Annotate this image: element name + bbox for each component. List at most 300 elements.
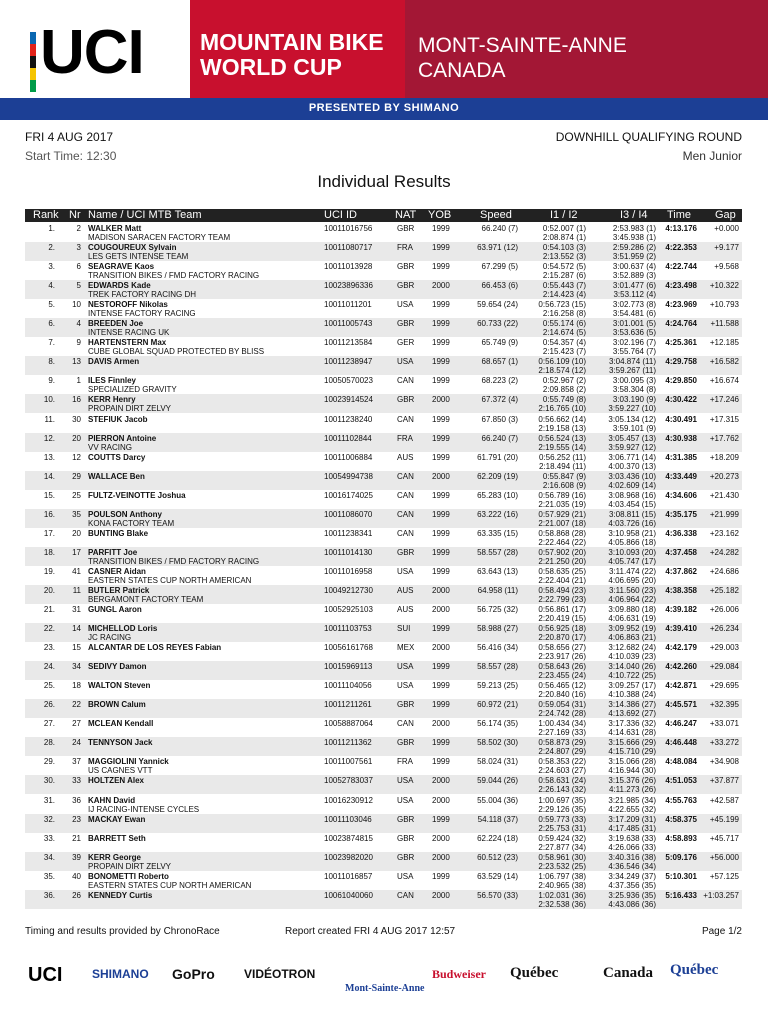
table-row bbox=[25, 566, 742, 585]
gap-cell: +9.177 bbox=[714, 243, 739, 253]
uci-id-cell: 10011238947 bbox=[324, 357, 373, 367]
yob-cell: 1999 bbox=[432, 452, 450, 462]
uci-id-cell: 10011211362 bbox=[324, 738, 372, 748]
time-cell: 4:30.938 bbox=[665, 433, 697, 443]
table-row bbox=[25, 280, 742, 299]
rank-cell: 20. bbox=[43, 585, 55, 595]
rank-cell: 6. bbox=[48, 319, 55, 329]
speed-cell: 68.223 (2) bbox=[481, 376, 518, 386]
yob-cell: 1999 bbox=[432, 757, 450, 767]
i3-cell: 3:40.316 (38) bbox=[608, 852, 656, 862]
time-cell: 4:29.850 bbox=[665, 376, 697, 386]
rank-cell: 19. bbox=[43, 566, 55, 576]
presented-by: PRESENTED BY SHIMANO bbox=[308, 102, 460, 114]
i4-cell: 3:54.481 (6) bbox=[612, 309, 656, 319]
speed-cell: 58.502 (30) bbox=[477, 738, 518, 748]
yob-cell: 1999 bbox=[432, 528, 450, 538]
i4-cell: 4:10.388 (24) bbox=[608, 690, 656, 700]
team-name: MADISON SARACEN FACTORY TEAM bbox=[88, 233, 231, 242]
uci-id-cell: 10011103753 bbox=[324, 624, 372, 634]
nr-cell: 33 bbox=[72, 776, 81, 786]
i4-cell: 3:53.112 (4) bbox=[613, 290, 656, 300]
table-row bbox=[25, 585, 742, 604]
time-cell: 4:29.758 bbox=[665, 357, 697, 367]
uci-id-cell: 10023896336 bbox=[324, 281, 373, 291]
table-row bbox=[25, 242, 742, 261]
nat-cell: USA bbox=[397, 681, 414, 691]
i1-cell: 0:58.868 (28) bbox=[538, 528, 586, 538]
i3-cell: 3:05.457 (13) bbox=[608, 433, 656, 443]
speed-cell: 63.643 (13) bbox=[477, 566, 518, 576]
table-row bbox=[25, 490, 742, 509]
rider-name: PARFITT Joe bbox=[88, 547, 138, 557]
rider-name: KERR Henry bbox=[88, 395, 136, 405]
rank-cell: 17. bbox=[43, 528, 55, 538]
uci-id-cell: 10052925103 bbox=[324, 605, 373, 614]
yob-cell: 2000 bbox=[432, 890, 450, 900]
uci-id-cell: 10011238341 bbox=[324, 528, 373, 538]
nat-cell: AUS bbox=[397, 605, 414, 614]
i3-cell: 3:00.095 (3) bbox=[612, 376, 656, 386]
i3-cell: 3:09.952 (19) bbox=[608, 624, 656, 634]
i1-cell: 0:55.443 (7) bbox=[542, 281, 586, 291]
uci-id-cell: 10049212730 bbox=[324, 585, 373, 595]
sponsor-logo: GoPro bbox=[172, 966, 215, 982]
team-name: INTENSE RACING UK bbox=[88, 328, 170, 338]
team-name: EASTERN STATES CUP NORTH AMERICAN bbox=[88, 575, 252, 585]
rider-name: WALKER Matt bbox=[88, 224, 142, 233]
uci-id-cell: 10016230912 bbox=[324, 795, 373, 805]
uci-id-cell: 10052783037 bbox=[324, 776, 373, 786]
rainbow-stripe-red bbox=[30, 44, 36, 56]
i4-cell: 3:59.101 (9) bbox=[612, 423, 656, 433]
speed-cell: 58.557 (28) bbox=[477, 547, 518, 557]
nat-cell: CAN bbox=[397, 890, 414, 900]
speed-cell: 62.224 (18) bbox=[477, 833, 518, 843]
gap-cell: +33.071 bbox=[709, 719, 739, 729]
speed-cell: 67.372 (4) bbox=[481, 395, 518, 405]
i3-cell: 3:02.196 (7) bbox=[612, 338, 656, 348]
uci-logo-area bbox=[0, 0, 190, 98]
i2-cell: 2:19.158 (13) bbox=[538, 423, 586, 433]
time-cell: 4:13.176 bbox=[665, 224, 697, 233]
nat-cell: USA bbox=[397, 300, 414, 310]
gap-cell: +9.568 bbox=[714, 262, 739, 272]
nr-cell: 29 bbox=[72, 471, 81, 481]
nat-cell: CAN bbox=[397, 376, 414, 386]
rank-cell: 36. bbox=[43, 890, 55, 900]
uci-id-cell: 10011080717 bbox=[324, 243, 373, 253]
gap-cell: +42.587 bbox=[709, 795, 739, 805]
rider-name: WALLACE Ben bbox=[88, 471, 145, 481]
i4-cell: 4:06.695 (20) bbox=[608, 575, 656, 585]
i1-cell: 0:56.861 (17) bbox=[538, 605, 586, 614]
gap-cell: +56.000 bbox=[709, 852, 739, 862]
uci-id-cell: 10011007561 bbox=[324, 757, 373, 767]
i3-cell: 3:11.474 (22) bbox=[609, 566, 656, 576]
nat-cell: GBR bbox=[397, 547, 415, 557]
yob-cell: 1999 bbox=[432, 681, 450, 691]
report-created: Report created FRI 4 AUG 2017 12:57 bbox=[285, 926, 456, 937]
table-row bbox=[25, 604, 742, 623]
nat-cell: USA bbox=[397, 662, 414, 672]
rank-cell: 11. bbox=[44, 414, 55, 424]
i2-cell: 2:20.419 (15) bbox=[538, 614, 586, 623]
uci-id-cell: 10011016857 bbox=[324, 871, 373, 881]
nat-cell: GER bbox=[397, 338, 415, 348]
time-cell: 4:23.498 bbox=[665, 281, 697, 291]
gap-cell: +45.199 bbox=[709, 814, 739, 824]
i3-cell: 3:12.682 (24) bbox=[608, 643, 656, 653]
nat-cell: GBR bbox=[397, 833, 415, 843]
uci-id-cell: 10011005743 bbox=[324, 319, 373, 329]
i1-cell: 0:56.723 (15) bbox=[538, 300, 586, 310]
i1-cell: 1:00.434 (34) bbox=[538, 719, 586, 729]
speed-cell: 56.416 (34) bbox=[477, 643, 518, 653]
table-row bbox=[25, 642, 742, 661]
header-banner bbox=[0, 0, 768, 120]
table-row bbox=[25, 623, 742, 642]
nr-cell: 23 bbox=[72, 814, 81, 824]
i1-cell: 0:55.749 (8) bbox=[542, 395, 586, 405]
yob-cell: 1999 bbox=[432, 871, 450, 881]
rank-cell: 21. bbox=[43, 605, 55, 614]
col-gap: Gap bbox=[715, 209, 736, 221]
nat-cell: FRA bbox=[397, 757, 413, 767]
nat-cell: USA bbox=[397, 795, 414, 805]
rider-name: HARTENSTERN Max bbox=[88, 338, 167, 348]
i1-cell: 0:55.174 (6) bbox=[542, 319, 586, 329]
rider-name: MAGGIOLINI Yannick bbox=[88, 757, 169, 767]
table-row bbox=[25, 223, 742, 242]
uci-id-cell: 10011006884 bbox=[324, 452, 373, 462]
rank-cell: 18. bbox=[43, 547, 55, 557]
uci-id-cell: 10016174025 bbox=[324, 490, 373, 500]
rider-name: MACKAY Ewan bbox=[88, 814, 146, 824]
i3-cell: 3:17.209 (31) bbox=[608, 814, 656, 824]
speed-cell: 59.654 (24) bbox=[477, 300, 518, 310]
start-time: Start Time: 12:30 bbox=[25, 149, 117, 163]
time-cell: 4:46.247 bbox=[665, 719, 697, 729]
nat-cell: GBR bbox=[397, 852, 415, 862]
rider-name: STEFIUK Jacob bbox=[88, 414, 148, 424]
event-date: FRI 4 AUG 2017 bbox=[25, 130, 114, 144]
i2-cell: 2:16.765 (10) bbox=[538, 404, 586, 414]
series-title-line2: WORLD CUP bbox=[200, 54, 342, 80]
i1-cell: 0:58.961 (30) bbox=[538, 852, 586, 862]
i3-cell: 3:08.811 (15) bbox=[609, 509, 656, 519]
table-row bbox=[25, 661, 742, 680]
speed-cell: 67.299 (5) bbox=[481, 262, 518, 272]
gap-cell: +17.762 bbox=[709, 433, 739, 443]
i3-cell: 3:08.968 (16) bbox=[608, 490, 656, 500]
speed-cell: 60.972 (21) bbox=[477, 700, 518, 710]
col-nat: NAT bbox=[395, 209, 417, 221]
time-cell: 4:23.969 bbox=[665, 300, 697, 310]
team-name: IJ RACING-INTENSE CYCLES bbox=[88, 804, 200, 814]
nat-cell: FRA bbox=[397, 243, 413, 253]
sponsor-logo: Québec bbox=[670, 962, 719, 978]
table-row bbox=[25, 871, 742, 890]
i4-cell: 4:10.039 (23) bbox=[608, 652, 656, 662]
yob-cell: 1999 bbox=[432, 262, 450, 272]
i2-cell: 2:20.840 (16) bbox=[538, 690, 586, 700]
i2-cell: 2:16.258 (8) bbox=[542, 309, 586, 319]
table-row bbox=[25, 433, 742, 452]
team-name: US CAGNES VTT bbox=[88, 766, 153, 776]
i1-cell: 0:56.925 (18) bbox=[538, 624, 586, 634]
i4-cell: 3:51.959 (2) bbox=[612, 252, 656, 262]
i2-cell: 2:18.574 (12) bbox=[538, 366, 586, 376]
i2-cell: 2:18.494 (11) bbox=[539, 461, 586, 471]
rider-name: FULTZ-VEINOTTE Joshua bbox=[88, 490, 186, 500]
i2-cell: 2:20.870 (17) bbox=[538, 633, 586, 643]
time-cell: 4:31.385 bbox=[665, 452, 697, 462]
rank-cell: 12. bbox=[43, 433, 55, 443]
i4-cell: 4:36.546 (34) bbox=[608, 861, 656, 871]
gap-cell: +45.717 bbox=[709, 833, 739, 843]
time-cell: 4:34.606 bbox=[665, 490, 697, 500]
gap-cell: +18.209 bbox=[709, 452, 739, 462]
i2-cell: 2:22.799 (23) bbox=[538, 594, 586, 604]
rider-name: TENNYSON Jack bbox=[88, 738, 153, 748]
time-cell: 4:42.871 bbox=[665, 681, 697, 691]
rank-cell: 7. bbox=[48, 338, 55, 348]
i4-cell: 3:58.304 (8) bbox=[612, 385, 656, 395]
i3-cell: 3:34.249 (37) bbox=[608, 871, 656, 881]
rank-cell: 4. bbox=[48, 281, 55, 291]
table-row bbox=[25, 414, 742, 433]
i1-cell: 0:56.252 (11) bbox=[539, 452, 586, 462]
time-cell: 4:37.458 bbox=[665, 547, 697, 557]
rider-name: ILES Finnley bbox=[88, 376, 137, 386]
team-name: TRANSITION BIKES / FMD FACTORY RACING bbox=[88, 271, 260, 281]
i3-cell: 3:25.936 (35) bbox=[608, 890, 656, 900]
i3-cell: 2:59.286 (2) bbox=[612, 243, 656, 253]
uci-id-cell: 10011211261 bbox=[324, 700, 372, 710]
sponsor-logo: Budweiser bbox=[432, 967, 486, 981]
gap-cell: +32.395 bbox=[709, 700, 739, 710]
nr-cell: 21 bbox=[72, 833, 81, 843]
i3-cell: 3:06.771 (14) bbox=[608, 452, 656, 462]
table-row bbox=[25, 814, 742, 833]
timing-provider: Timing and results provided by ChronoRace bbox=[25, 926, 220, 937]
speed-cell: 62.209 (19) bbox=[477, 471, 518, 481]
nat-cell: FRA bbox=[397, 433, 413, 443]
time-cell: 4:30.491 bbox=[665, 414, 697, 424]
rider-name: BUTLER Patrick bbox=[88, 585, 150, 595]
uci-id-cell: 10011102844 bbox=[324, 433, 372, 443]
yob-cell: 2000 bbox=[432, 719, 450, 729]
i4-cell: 4:22.655 (32) bbox=[608, 804, 656, 814]
time-cell: 4:58.893 bbox=[665, 833, 697, 843]
gap-cell: +25.182 bbox=[709, 585, 739, 595]
yob-cell: 2000 bbox=[432, 643, 450, 653]
i1-cell: 1:06.797 (38) bbox=[538, 871, 586, 881]
i4-cell: 4:05.866 (18) bbox=[608, 537, 656, 547]
rider-name: NESTOROFF Nikolas bbox=[88, 300, 168, 310]
nr-cell: 2 bbox=[76, 224, 81, 233]
yob-cell: 2000 bbox=[432, 852, 450, 862]
time-cell: 4:39.410 bbox=[665, 624, 697, 634]
rank-cell: 13. bbox=[43, 452, 55, 462]
table-row bbox=[25, 318, 742, 337]
gap-cell: +17.246 bbox=[709, 395, 739, 405]
i1-cell: 0:54.572 (5) bbox=[542, 262, 586, 272]
i3-cell: 3:14.040 (26) bbox=[608, 662, 656, 672]
gap-cell: +33.272 bbox=[709, 738, 739, 748]
i4-cell: 4:05.747 (17) bbox=[608, 556, 656, 566]
yob-cell: 1999 bbox=[432, 738, 450, 748]
table-row bbox=[25, 356, 742, 375]
rank-cell: 10. bbox=[43, 395, 55, 405]
nr-cell: 30 bbox=[72, 414, 81, 424]
speed-cell: 60.733 (22) bbox=[477, 319, 518, 329]
i2-cell: 2:29.126 (35) bbox=[538, 804, 586, 814]
nat-cell: USA bbox=[397, 566, 414, 576]
uci-id-cell: 10054994738 bbox=[324, 471, 373, 481]
i1-cell: 1:02.031 (36) bbox=[538, 890, 586, 900]
speed-cell: 56.725 (32) bbox=[477, 605, 518, 614]
rank-cell: 16. bbox=[43, 509, 55, 519]
rider-name: MCLEAN Kendall bbox=[88, 719, 154, 729]
sponsor-logo: VIDÉOTRON bbox=[244, 967, 316, 981]
nr-cell: 37 bbox=[72, 757, 81, 767]
i3-cell: 3:10.958 (21) bbox=[608, 528, 656, 538]
i2-cell: 2:21.250 (20) bbox=[538, 556, 586, 566]
col-speed: Speed bbox=[480, 209, 512, 221]
nr-cell: 14 bbox=[72, 624, 81, 634]
time-cell: 4:38.358 bbox=[665, 585, 697, 595]
speed-cell: 66.453 (6) bbox=[481, 281, 518, 291]
i4-cell: 3:55.764 (7) bbox=[612, 347, 656, 357]
gap-cell: +12.185 bbox=[709, 338, 739, 348]
team-name: KONA FACTORY TEAM bbox=[88, 518, 175, 528]
sponsor-logo: Mont-Sainte-Anne bbox=[345, 983, 425, 994]
i2-cell: 2:22.464 (22) bbox=[538, 537, 586, 547]
i1-cell: 0:57.902 (20) bbox=[538, 547, 586, 557]
time-cell: 5:10.301 bbox=[665, 871, 697, 881]
time-cell: 4:46.448 bbox=[665, 738, 697, 748]
time-cell: 4:42.179 bbox=[665, 643, 697, 653]
table-row bbox=[25, 737, 742, 756]
rider-name: MICHELLOD Loris bbox=[88, 624, 158, 634]
uci-id-cell: 10050570023 bbox=[324, 376, 373, 386]
i1-cell: 0:55.847 (9) bbox=[542, 471, 586, 481]
nr-cell: 22 bbox=[72, 700, 81, 710]
yob-cell: 2000 bbox=[432, 605, 450, 614]
rank-cell: 30. bbox=[43, 776, 55, 786]
rank-cell: 8. bbox=[48, 357, 55, 367]
yob-cell: 1999 bbox=[432, 224, 450, 233]
gap-cell: +0.000 bbox=[714, 224, 739, 233]
team-name: JC RACING bbox=[88, 633, 132, 643]
nr-cell: 5 bbox=[76, 281, 81, 291]
yob-cell: 2000 bbox=[432, 833, 450, 843]
i2-cell: 2:22.404 (21) bbox=[538, 575, 586, 585]
i1-cell: 0:52.007 (1) bbox=[542, 224, 586, 233]
i4-cell: 4:03.454 (15) bbox=[608, 499, 656, 509]
nr-cell: 4 bbox=[76, 319, 81, 329]
round-name: DOWNHILL QUALIFYING ROUND bbox=[555, 130, 742, 144]
rider-name: HOLTZEN Alex bbox=[88, 776, 145, 786]
i1-cell: 0:58.873 (29) bbox=[538, 738, 586, 748]
uci-id-cell: 10011011201 bbox=[324, 300, 372, 310]
nat-cell: CAN bbox=[397, 490, 414, 500]
i3-cell: 3:17.336 (32) bbox=[608, 719, 656, 729]
nr-cell: 40 bbox=[72, 871, 81, 881]
i2-cell: 2:40.965 (38) bbox=[538, 880, 586, 890]
gap-cell: +34.908 bbox=[709, 757, 739, 767]
time-cell: 4:51.053 bbox=[665, 776, 697, 786]
table-row bbox=[25, 375, 742, 394]
table-row bbox=[25, 775, 742, 794]
time-cell: 4:45.571 bbox=[665, 700, 697, 710]
col-nr: Nr bbox=[69, 209, 81, 221]
i2-cell: 2:23.532 (25) bbox=[538, 861, 586, 871]
rank-cell: 29. bbox=[43, 757, 55, 767]
time-cell: 4:22.353 bbox=[665, 243, 697, 253]
yob-cell: 2000 bbox=[432, 795, 450, 805]
rider-name: POULSON Anthony bbox=[88, 509, 162, 519]
i1-cell: 0:58.635 (25) bbox=[538, 566, 586, 576]
table-row bbox=[25, 394, 742, 413]
rider-name: KAHN David bbox=[88, 795, 136, 805]
gap-cell: +17.315 bbox=[709, 414, 739, 424]
speed-cell: 61.791 (20) bbox=[477, 452, 518, 462]
speed-cell: 55.004 (36) bbox=[477, 795, 518, 805]
team-name: TREK FACTORY RACING DH bbox=[88, 290, 197, 300]
speed-cell: 68.657 (1) bbox=[481, 357, 518, 367]
yob-cell: 1999 bbox=[432, 414, 450, 424]
gap-cell: +57.125 bbox=[709, 871, 739, 881]
i2-cell: 2:24.807 (29) bbox=[538, 747, 586, 757]
team-name: CUBE GLOBAL SQUAD PROTECTED BY BLISS bbox=[88, 347, 265, 357]
i2-cell: 2:27.877 (34) bbox=[538, 842, 586, 852]
team-name: PROPAIN DIRT ZELVY bbox=[88, 861, 171, 871]
i1-cell: 0:58.631 (24) bbox=[538, 776, 586, 786]
col-i1-i2: I1 / I2 bbox=[550, 209, 578, 221]
uci-id-cell: 10011013928 bbox=[324, 262, 373, 272]
nr-cell: 26 bbox=[72, 890, 81, 900]
rider-name: COUGOUREUX Sylvain bbox=[88, 243, 177, 253]
nat-cell: GBR bbox=[397, 814, 415, 824]
i2-cell: 2:27.169 (33) bbox=[538, 728, 586, 738]
i2-cell: 2:15.423 (7) bbox=[542, 347, 586, 357]
uci-id-cell: 10023914524 bbox=[324, 395, 373, 405]
nat-cell: GBR bbox=[397, 395, 415, 405]
col-i3-i4: I3 / I4 bbox=[620, 209, 648, 221]
i1-cell: 0:56.109 (10) bbox=[538, 357, 586, 367]
nr-cell: 13 bbox=[72, 357, 81, 367]
i2-cell: 2:23.917 (26) bbox=[538, 652, 586, 662]
time-cell: 5:16.433 bbox=[665, 890, 697, 900]
page-title: Individual Results bbox=[317, 172, 451, 191]
i4-cell: 4:43.086 (36) bbox=[608, 899, 656, 909]
uci-id-cell: 10015969113 bbox=[324, 662, 373, 672]
uci-id-cell: 10011016958 bbox=[324, 566, 373, 576]
yob-cell: 1999 bbox=[432, 357, 450, 367]
i2-cell: 2:24.742 (28) bbox=[538, 709, 586, 719]
i3-cell: 3:05.134 (12) bbox=[608, 414, 656, 424]
nr-cell: 24 bbox=[72, 738, 81, 748]
rider-name: BONOMETTI Roberto bbox=[88, 871, 169, 881]
speed-cell: 58.988 (27) bbox=[477, 624, 518, 634]
i2-cell: 2:16.608 (9) bbox=[542, 480, 586, 490]
nat-cell: GBR bbox=[397, 319, 415, 329]
i1-cell: 0:58.494 (23) bbox=[538, 585, 586, 595]
col-yob: YOB bbox=[428, 209, 452, 221]
